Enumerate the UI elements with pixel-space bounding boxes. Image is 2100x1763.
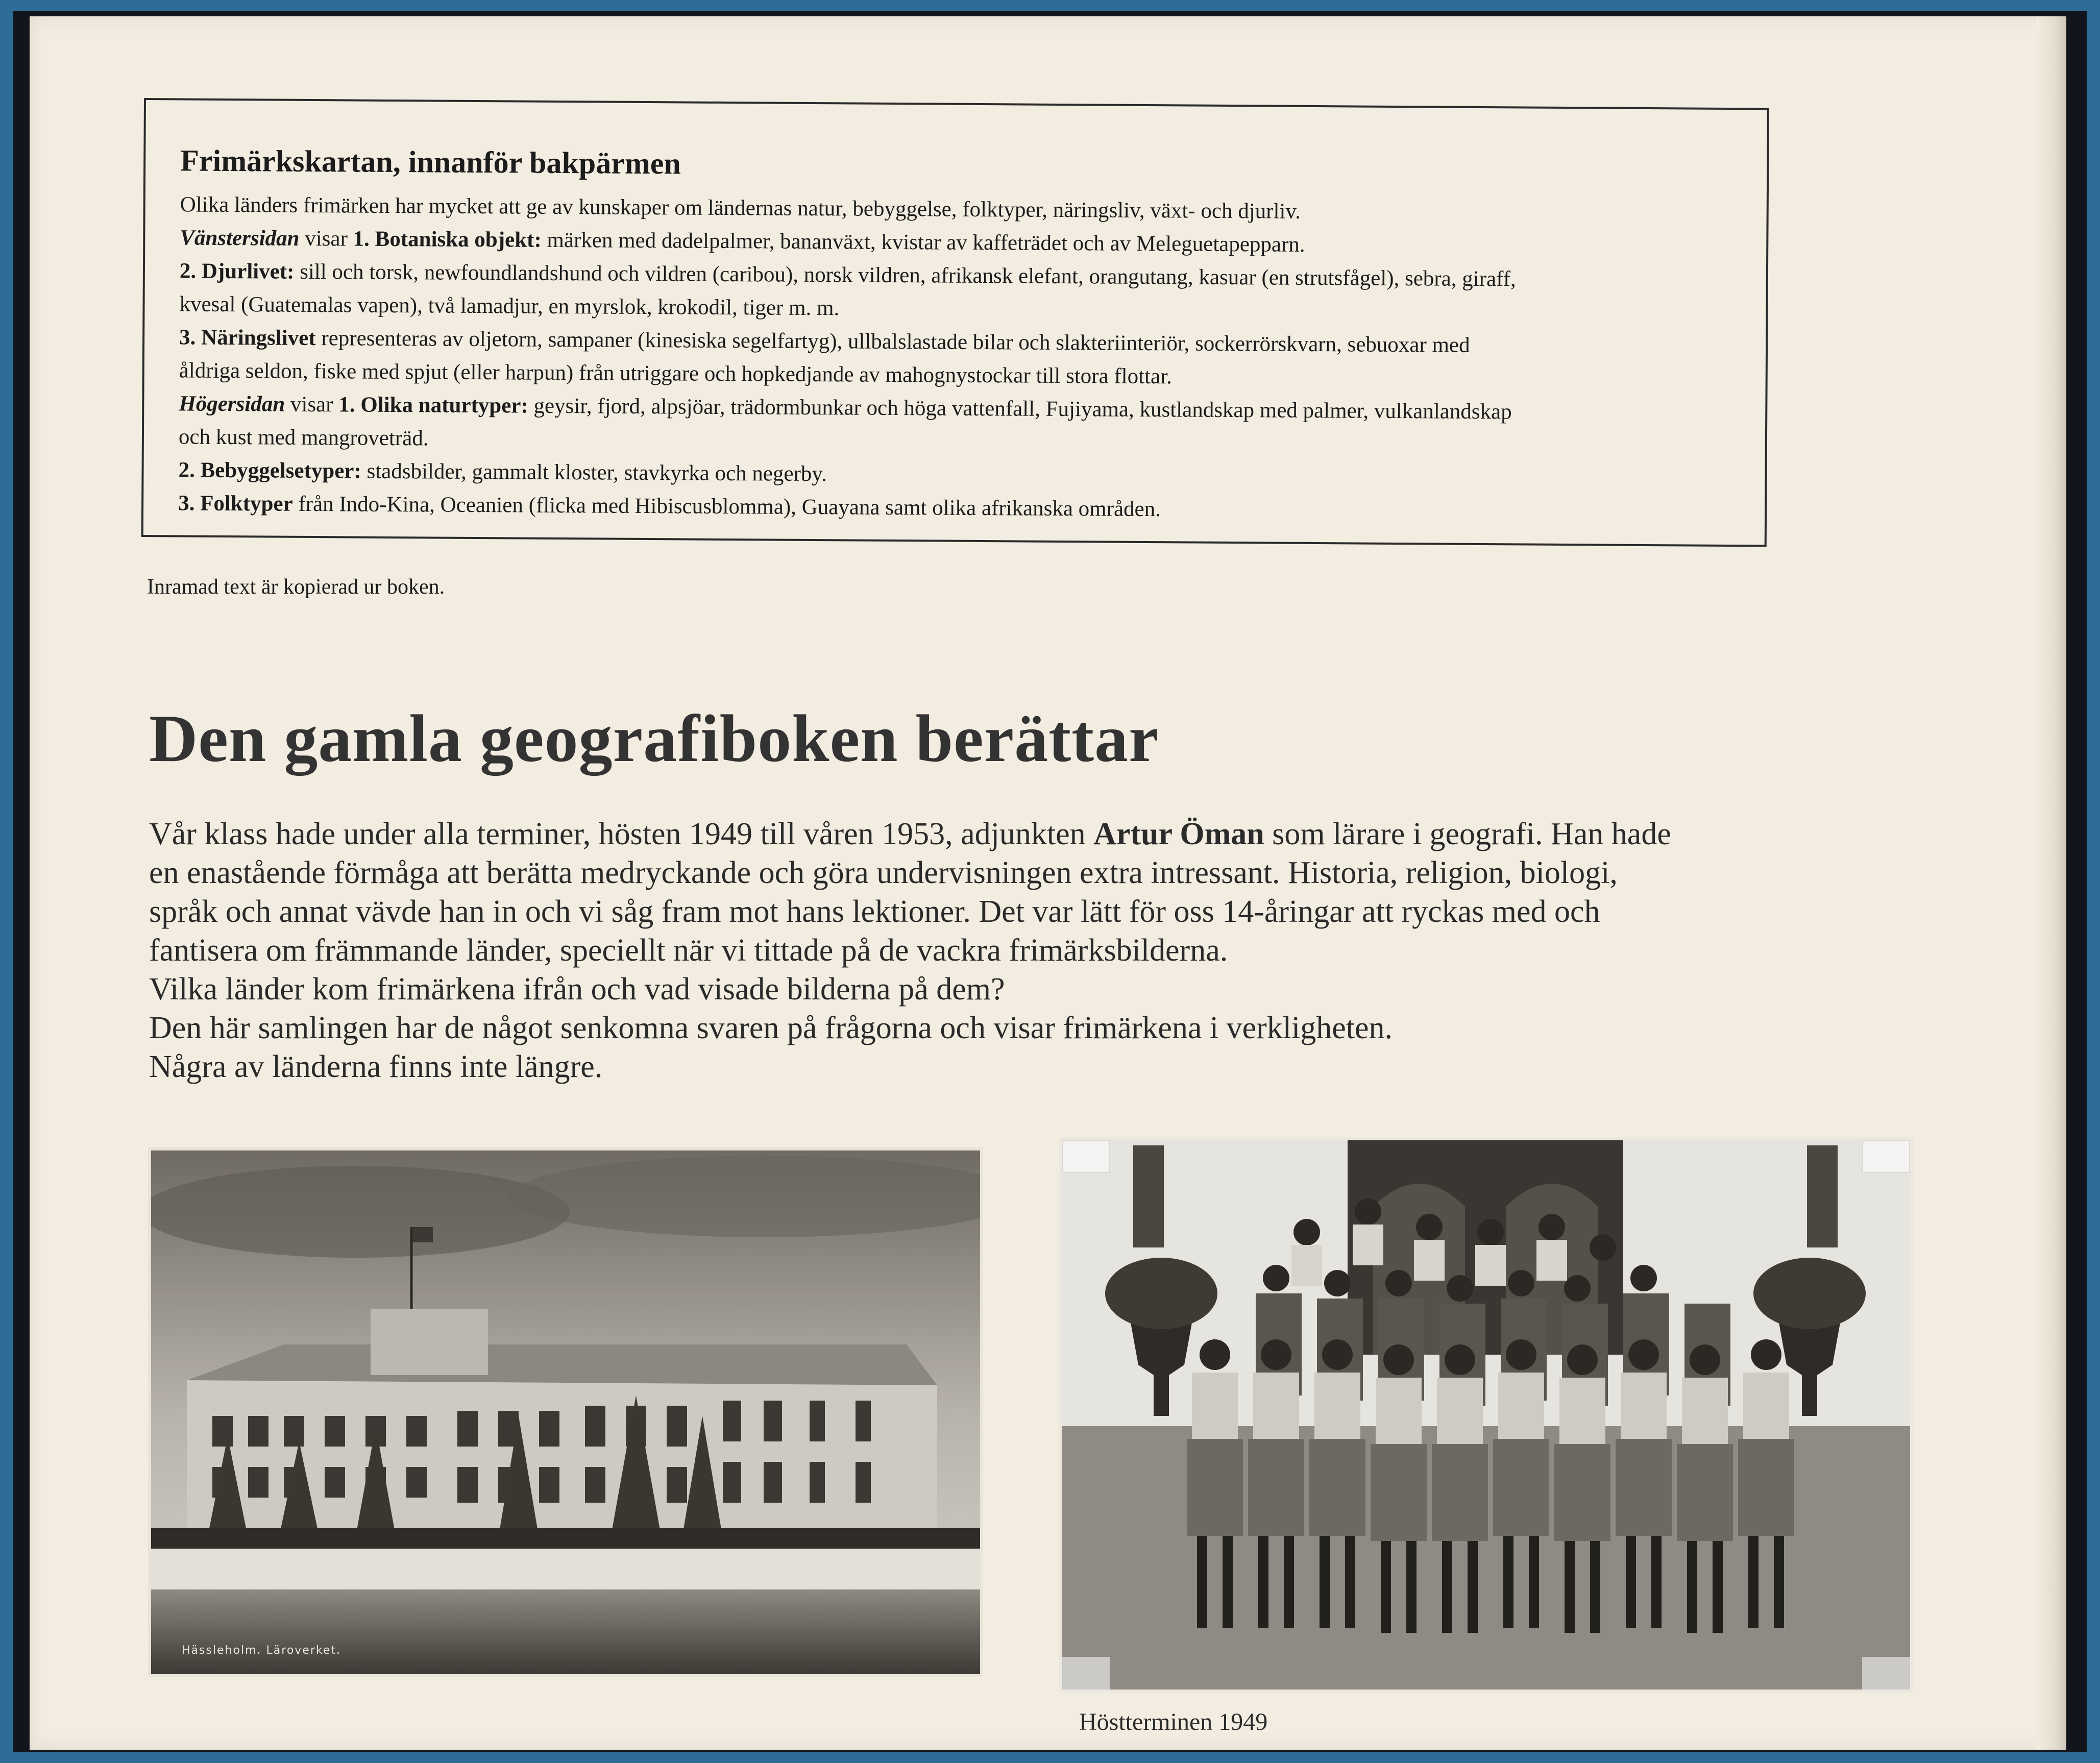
photo-corner <box>1862 1140 1910 1173</box>
framed-book-excerpt <box>141 98 1769 547</box>
plant-left <box>1105 1258 1217 1329</box>
roof <box>187 1344 937 1385</box>
excerpt-text: geysir, fjord, alpsjöar, trädormbunkar och höga vattenfall, Fujiyama, kustlandskap med palmer, vulkanlandskap <box>528 394 1512 424</box>
class-photo <box>1059 1137 1913 1693</box>
class-photo-caption: Höstterminen 1949 <box>1079 1708 1268 1735</box>
snow <box>151 1549 980 1589</box>
class-photo-illustration <box>1062 1140 1910 1689</box>
fence <box>151 1528 980 1549</box>
intro-line: Den här samlingen har de något senkomna svaren på frågorna och visar frimärkena i verkligheten. <box>149 1011 1393 1045</box>
flag <box>412 1227 433 1242</box>
intro-line: språk och annat vävde han in och vi såg fram mot hans lektioner. Det var lätt för oss 14-åringar att ryckas med och <box>149 894 1600 929</box>
excerpt-line: och kust med mangroveträd. <box>178 425 429 451</box>
excerpt-text: representeras av oljetorn, sampaner (kinesiska segelfartyg), ullbalslastade bilar och slakteriinteriör, sockerrörskvarn, sebuoxar med <box>315 326 1470 357</box>
excerpt-line: Olika länders frimärken har mycket att ge av kunskaper om ländernas natur, bebyggelse, folktyper, näringsliv, växt- och djurliv. <box>180 192 1301 224</box>
window-right <box>1807 1145 1838 1247</box>
intro-line: Några av länderna finns inte längre. <box>149 1049 603 1084</box>
intro-line: Vilka länder kom frimärkena ifrån och vad visade bilderna på dem? <box>149 972 1005 1007</box>
intro-text-part: Vår klass hade under alla terminer, hösten 1949 till våren 1953, adjunkten <box>149 817 1094 851</box>
excerpt-text: stadsbilder, gammalt kloster, stavkyrka och negerby. <box>361 459 827 486</box>
excerpt-bold: 2. Bebyggelsetyper: <box>178 458 361 483</box>
intro-line: fantisera om främmande länder, speciellt när vi tittade på de vackra frimärksbilderna. <box>149 933 1228 968</box>
cloud <box>151 1166 570 1258</box>
excerpt-text: visar <box>299 226 353 251</box>
school-building-illustration <box>151 1150 980 1674</box>
photo-corner <box>1062 1657 1110 1689</box>
central-tower <box>371 1309 488 1375</box>
excerpt-text: märken med dadelpalmer, bananväxt, kvistar av kaffeträdet och av Meleguetapepparn. <box>541 228 1305 257</box>
teacher-name: Artur Öman <box>1093 817 1264 851</box>
excerpt-text: sill och torsk, newfoundlandshund och vildren (caribou), norsk vildren, afrikansk elefant, orangutang, kasuar (en strutsfågel), sebra, giraff, <box>294 259 1516 291</box>
intro-line <box>149 815 1834 853</box>
page-curl-shadow <box>2036 16 2066 1750</box>
excerpt-text: från Indo-Kina, Oceanien (flicka med Hibiscusblomma), Guayana samt olika afrikanska områden. <box>292 492 1161 522</box>
excerpt-title: Frimärkskartan, innanför bakpärmen <box>180 143 681 181</box>
school-building-photo <box>148 1147 983 1677</box>
page-heading: Den gamla geografiboken berättar <box>149 701 1159 776</box>
copied-text-note: Inramad text är kopierad ur boken. <box>147 575 445 599</box>
excerpt-line: åldriga seldon, fiske med spjut (eller harpun) från utriggare och hopkedjande av mahognystockar till stora flottar. <box>179 358 1173 389</box>
excerpt-bold: 3. Folktyper <box>178 491 293 516</box>
intro-text-part: som lärare i geografi. Han hade <box>1264 817 1671 851</box>
intro-line: en enastående förmåga att berätta medryckande och göra undervisningen extra intressant. Historia, religion, biologi, <box>149 855 1618 890</box>
excerpt-text: visar <box>285 392 339 417</box>
excerpt-emphasis: Vänstersidan <box>180 226 300 251</box>
excerpt-bold: 3. Näringslivet <box>179 325 316 351</box>
window-left <box>1133 1145 1164 1247</box>
postcard-caption: Hässleholm. Läroverket. <box>182 1644 341 1657</box>
intro-text <box>149 815 1834 1086</box>
excerpt-emphasis: Högersidan <box>179 391 285 417</box>
photo-corner <box>1062 1140 1110 1173</box>
road <box>151 1589 980 1674</box>
plant-right <box>1753 1258 1866 1329</box>
excerpt-bold: 2. Djurlivet: <box>179 259 295 284</box>
excerpt-bold: 1. Botaniska objekt: <box>353 227 542 252</box>
excerpt-bold: 1. Olika naturtyper: <box>338 393 528 418</box>
photo-corner <box>1862 1657 1910 1689</box>
excerpt-line: kvesal (Guatemalas vapen), två lamadjur, en myrslok, krokodil, tiger m. m. <box>179 292 840 321</box>
